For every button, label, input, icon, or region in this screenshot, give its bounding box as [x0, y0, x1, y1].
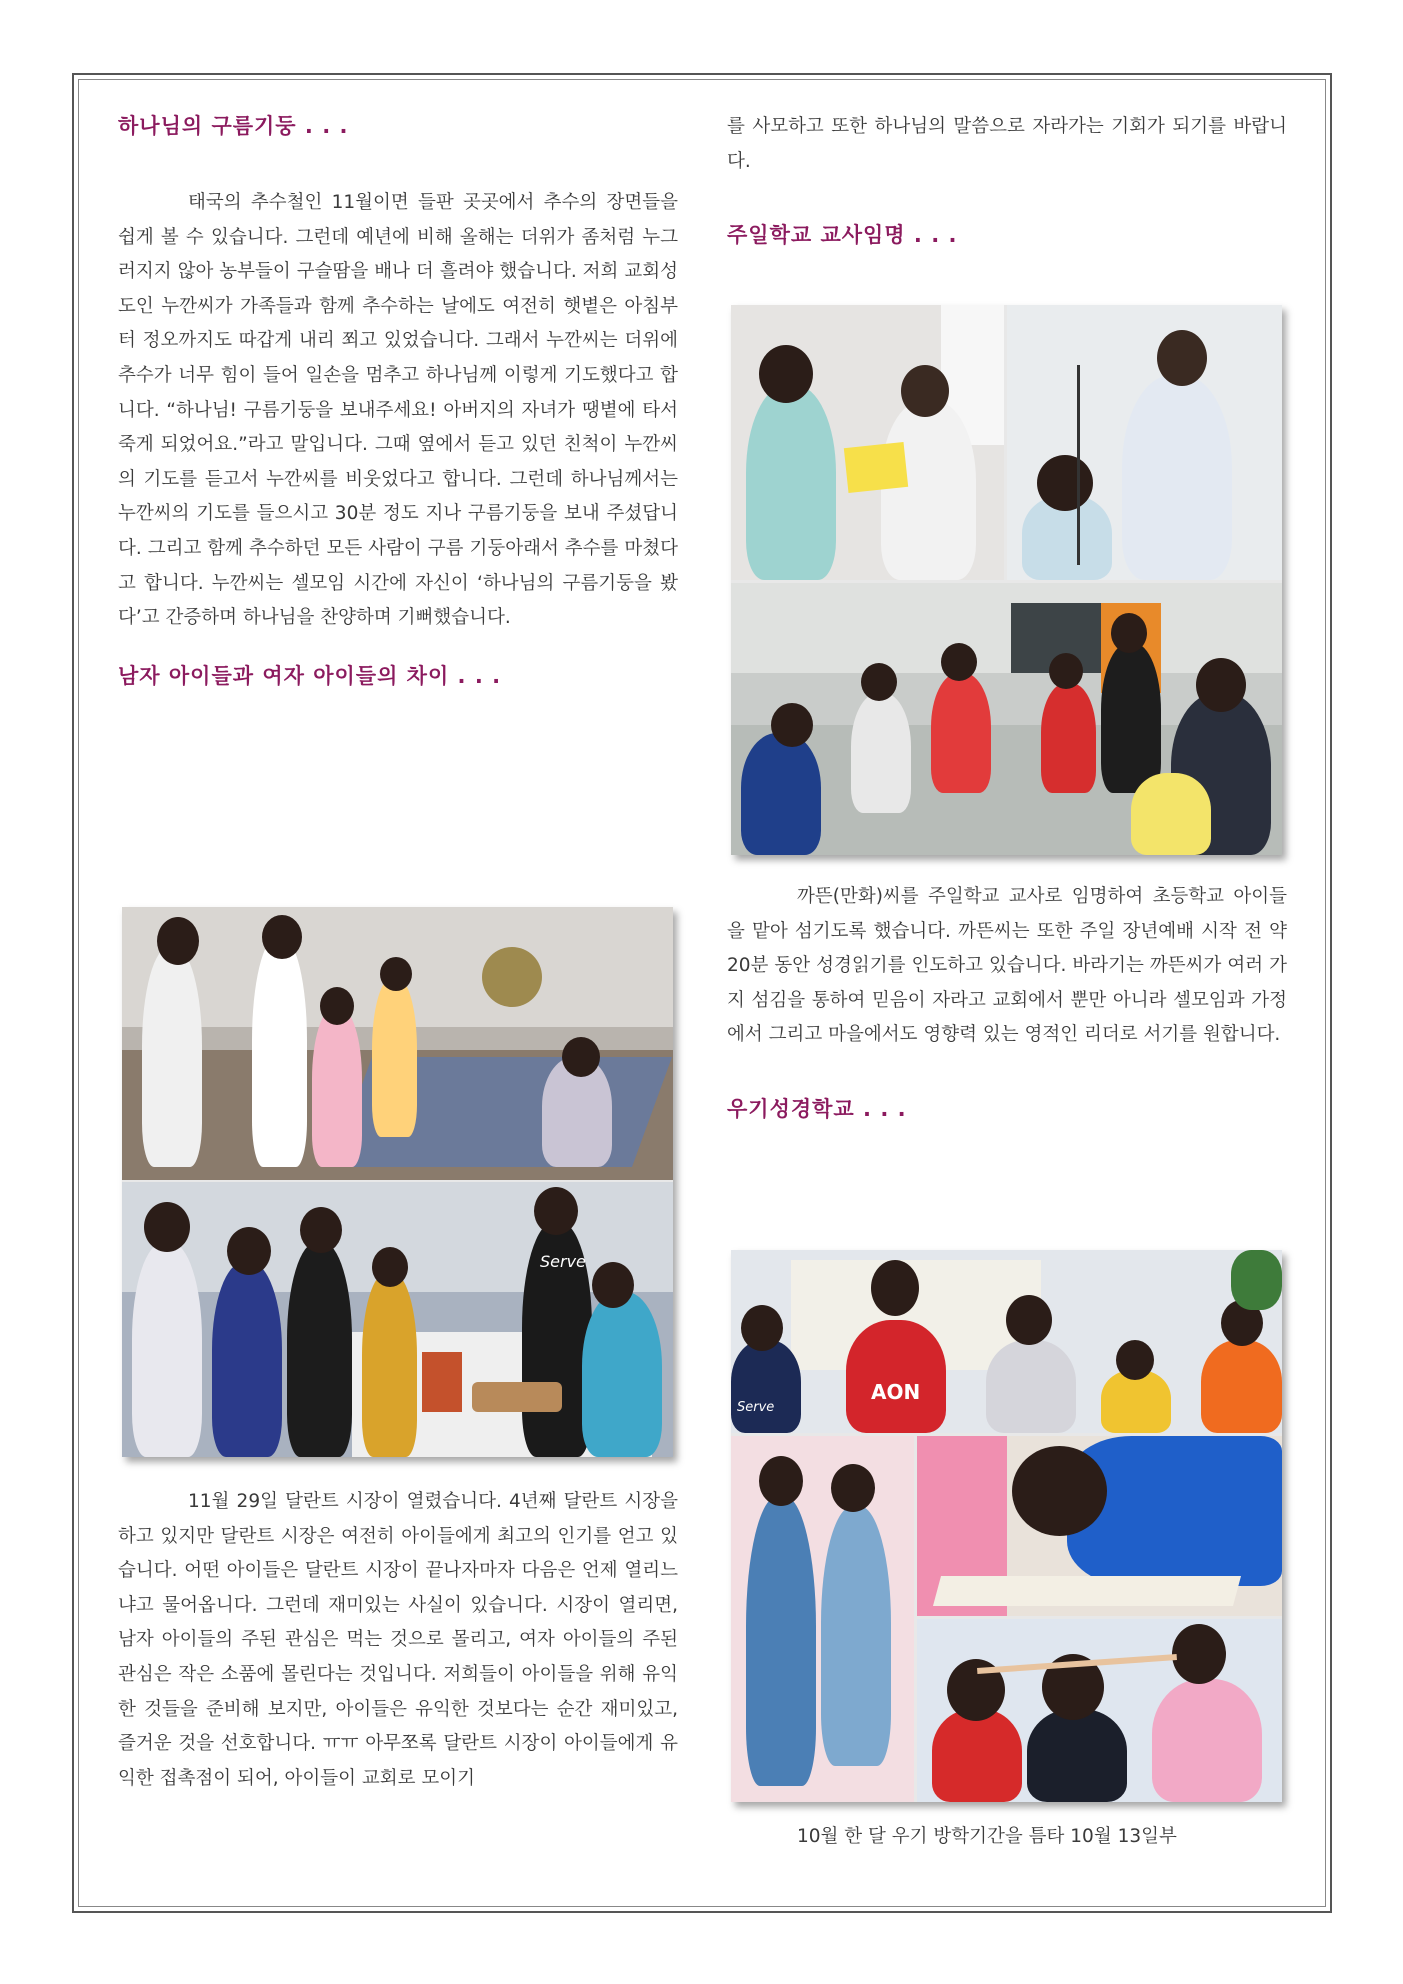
section-title-teacher: 주일학교 교사임명 . . .: [727, 223, 958, 248]
section-title-bible-school: 우기성경학교 . . .: [727, 1096, 907, 1121]
bible-school-photo-singing: [731, 1250, 1282, 1433]
section-body-cloud: 태국의 추수철인 11월이면 들판 곳곳에서 추수의 장면들을 쉽게 볼 수 있습니다. 그런데 예년에 비해 올해는 더위가 좀처럼 누그러지지 않아 농부들이 구슬땀을 배나 더 흘려야 했습니다. 저희 교회성도인 누깐씨가 가족들과 함께 추수하는 날에도 여전히 햇볕은 아침부터 정오까지도 따갑게 내리 쬐고 있었습니다. 그래서 누깐씨는 더위에 추수가 너무 힘이 들어 일손을 멈추고 하나님께 이렇게 기도했다고 합니다. “하나님! 구름기둥을 보내주세요! 아버지의 자녀가 땡볕에 타서 죽게 되었어요.”라고 말입니다. 그때 옆에서 듣고 있던 친척이 누깐씨의 기도를 듣고서 누깐씨를 비웃었다고 합니다. 그런데 하나님께서는 누깐씨의 기도를 들으시고 30분 정도 지나 구름기둥을 보내 주셨답니다. 그리고 함께 추수하던 모든 사람이 구름 기둥아래서 추수를 마쳤다고 합니다. 누깐씨는 셀모임 시간에 자신이 ‘하나님의 구름기둥을 봤다’고 간증하며 하나님을 찬양하며 기뻐했습니다.: [118, 192, 678, 629]
bible-school-photo-collage: [731, 1250, 1282, 1802]
section-body-market: 11월 29일 달란트 시장이 열렸습니다. 4년째 달란트 시장을 하고 있지만 달란트 시장은 여전히 아이들에게 최고의 인기를 얻고 있습니다. 어떤 아이들은 달란트 시장이 끝나자마자 다음은 언제 열리느냐고 물어옵니다. 그런데 재미있는 사실이 있습니다. 시장이 열리면, 남자 아이들의 주된 관심은 먹는 것으로 몰리고, 여자 아이들의 주된 관심은 작은 소품에 몰린다는 것입니다. 저희들이 아이들을 위해 유익한 것들을 준비해 보지만, 아이들은 유익한 것보다는 순간 재미있고, 즐거운 것을 선호합니다. ㅠㅠ 아무쪼록 달란트 시장이 아이들에게 유익한 접촉점이 되어, 아이들이 교회로 모이기: [118, 1491, 678, 1789]
right-column: [727, 110, 1287, 251]
section-body-market-continued: 를 사모하고 또한 하나님의 말씀으로 자라가는 기회가 되기를 바랍니다.: [727, 116, 1287, 172]
teacher-photo-certificate: [731, 305, 1004, 580]
teacher-photo-collage: [731, 305, 1282, 855]
teacher-photo-class: [731, 583, 1282, 855]
bible-school-photo-shirt-word: Serve: [737, 1400, 775, 1415]
market-photo-girls: [122, 907, 673, 1180]
section-body-bible-school: 10월 한 달 우기 방학기간을 틈타 10월 13일부: [797, 1826, 1177, 1847]
teacher-text-block: [727, 880, 1287, 1125]
left-column: [118, 110, 678, 692]
bible-school-photo-measuring: [917, 1619, 1282, 1802]
bible-school-photo-shirt-brand: AON: [871, 1380, 921, 1404]
bible-school-photo-dancing: [731, 1436, 914, 1802]
section-title-cloud: 하나님의 구름기둥 . . .: [118, 114, 349, 138]
market-text-block: [118, 1485, 678, 1796]
market-photo-boys: [122, 1182, 673, 1457]
bible-school-photo-drawing: [917, 1436, 1282, 1616]
teacher-photo-blessing: [1007, 305, 1282, 580]
market-photo-collage: [122, 907, 673, 1457]
bible-school-text-block: [727, 1820, 1287, 1855]
market-photo-shirt-text: Serve: [540, 1252, 586, 1271]
section-title-market: 남자 아이들과 여자 아이들의 차이 . . .: [118, 663, 502, 688]
section-body-teacher: 까뜬(만화)씨를 주일학교 교사로 임명하여 초등학교 아이들을 맡아 섬기도록 했습니다. 까뜬씨는 또한 주일 장년예배 시작 전 약 20분 동안 성경읽기를 인도하고 있습니다. 바라기는 까뜬씨가 여러 가지 섬김을 통하여 믿음이 자라고 교회에서 뿐만 아니라 셀모임과 가정에서 그리고 마을에서도 영향력 있는 영적인 리더로 서기를 원합니다.: [727, 886, 1287, 1046]
